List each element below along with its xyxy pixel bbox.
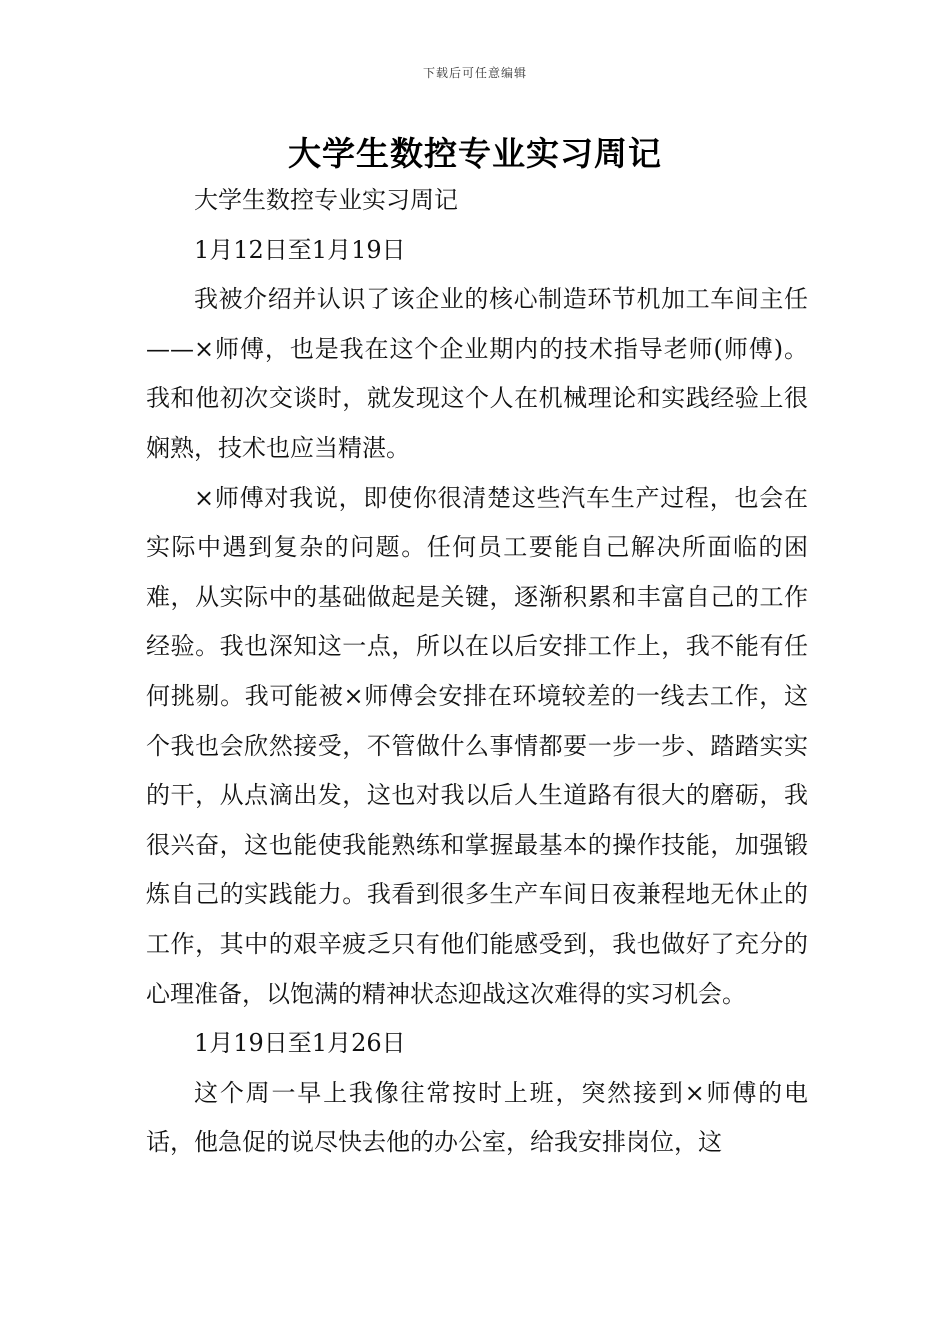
document-body xyxy=(146,176,808,1168)
paragraph-monday-call: 这个周一早上我像往常按时上班，突然接到×师傅的电话，他急促的说尽快去他的办公室，给我安排岗位，这 xyxy=(146,1078,808,1157)
document-title: 大学生数控专业实习周记 xyxy=(288,134,662,173)
paragraph-subtitle: 大学生数控专业实习周记 xyxy=(194,186,458,214)
paragraph-date-range-1: 1月12日至1月19日 xyxy=(194,235,406,264)
paragraph-introduction: 我被介绍并认识了该企业的核心制造环节机加工车间主任——×师傅，也是我在这个企业期内的技术指导老师(师傅)。我和他初次交谈时，就发现这个人在机械理论和实践经验上很娴熟，技术也应当精湛。 xyxy=(146,285,808,462)
paragraph-master-advice: ×师傅对我说，即使你很清楚这些汽车生产过程，也会在实际中遇到复杂的问题。任何员工要能自己解决所面临的困难，从实际中的基础做起是关键，逐渐积累和丰富自己的工作经验。我也深知这一点，所以在以后安排工作上，我不能有任何挑剔。我可能被×师傅会安排在环境较差的一线去工作，这个我也会欣然接受，不管做什么事情都要一步一步、踏踏实实的干，从点滴出发，这也对我以后人生道路有很大的磨砺，我很兴奋，这也能使我能熟练和掌握最基本的操作技能，加强锻炼自己的实践能力。我看到很多生产车间日夜兼程地无休止的工作，其中的艰辛疲乏只有他们能感受到，我也做好了充分的心理准备，以饱满的精神状态迎战这次难得的实习机会。 xyxy=(146,483,808,1008)
header-note: 下载后可任意编辑 xyxy=(422,66,527,80)
paragraph-date-range-2: 1月19日至1月26日 xyxy=(194,1029,406,1058)
